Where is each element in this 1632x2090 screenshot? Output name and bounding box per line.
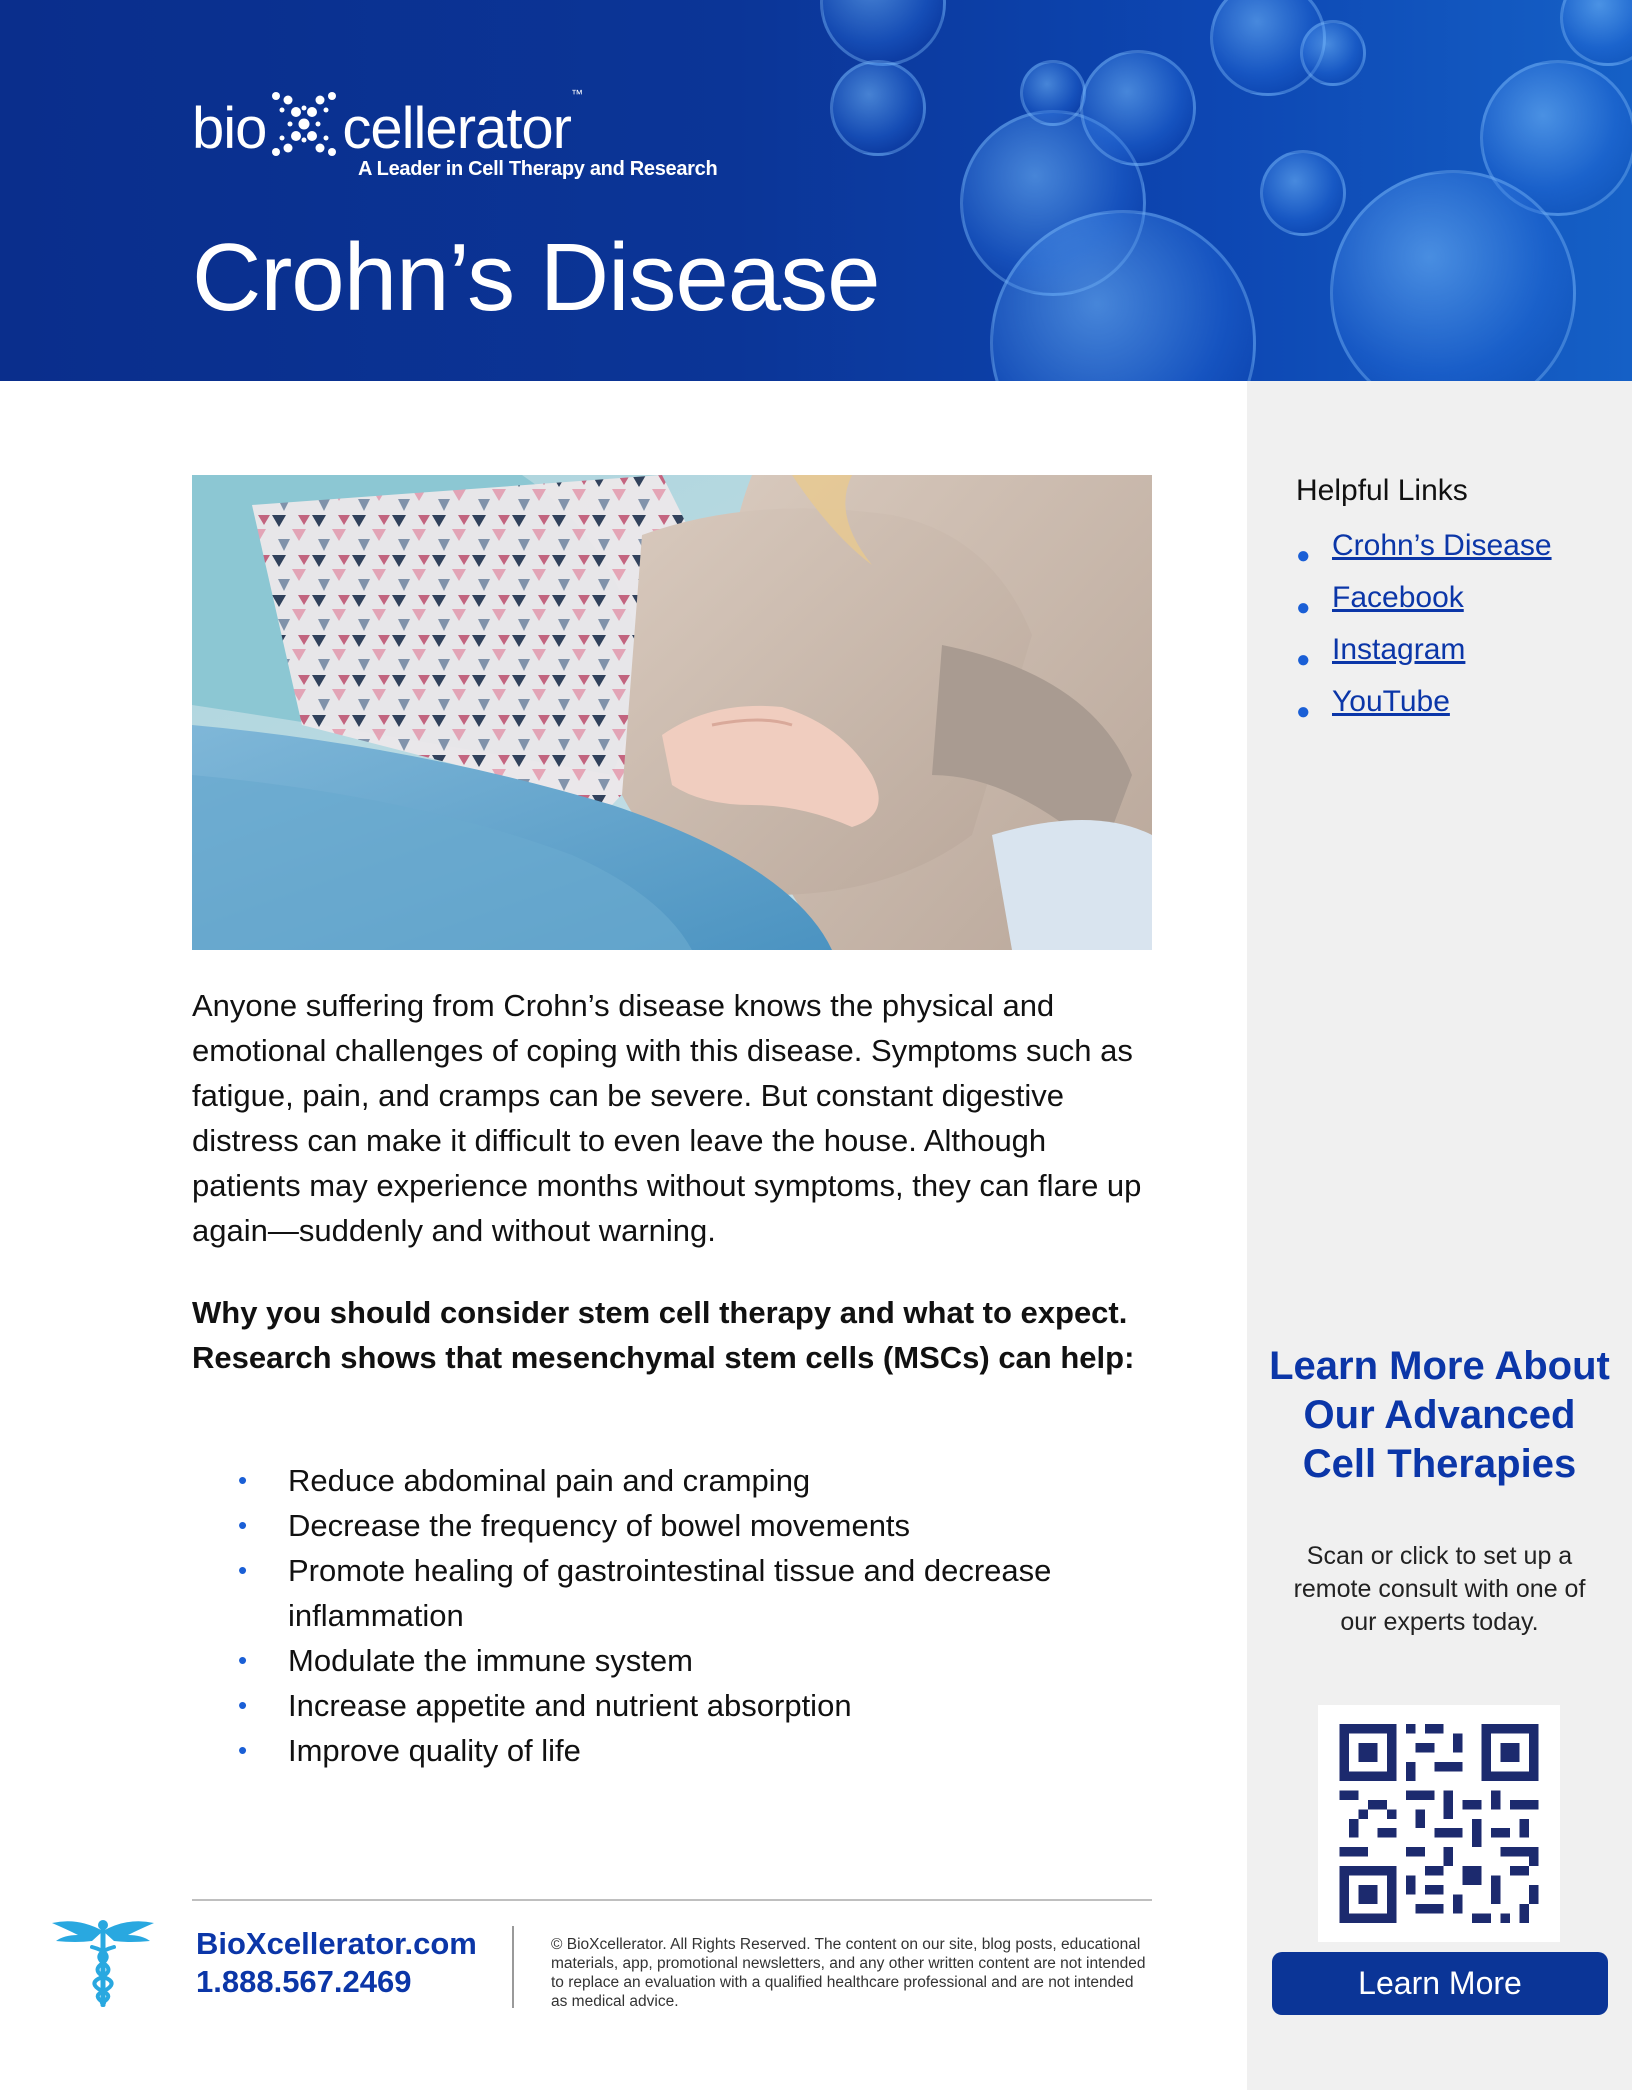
promo-title: Learn More About Our Advanced Cell Therapies <box>1269 1344 1610 1486</box>
link-item <box>1296 630 1552 682</box>
caduceus-icon <box>48 1913 158 2013</box>
bullet-icon: • <box>238 1465 248 1495</box>
cell-bubble <box>830 60 926 156</box>
benefit-text: Decrease the frequency of bowel movements <box>288 1508 911 1543</box>
list-item <box>192 1458 1152 1503</box>
bullet-icon: • <box>238 1735 248 1765</box>
link-item <box>1296 526 1552 578</box>
qr-code-icon[interactable] <box>1318 1705 1560 1942</box>
brand-logo <box>192 88 582 160</box>
bullet-icon: ● <box>1296 542 1311 569</box>
list-item <box>192 1503 1152 1548</box>
helpful-links-list <box>1296 526 1552 734</box>
link-youtube[interactable]: YouTube <box>1332 685 1450 718</box>
link-item <box>1296 682 1552 734</box>
footer-website[interactable]: BioXcellerator.com <box>196 1926 477 1961</box>
qr-code-graphic <box>1318 1705 1560 1942</box>
therapy-subheading: Why you should consider stem cell therapy and what to expect. Research shows that mesenchymal stem cells (MSCs) can help: <box>192 1295 1135 1375</box>
bullet-icon: • <box>238 1555 248 1585</box>
helpful-links-title: Helpful Links <box>1296 474 1468 507</box>
logo-text-right: cellerator <box>342 96 571 161</box>
benefit-text: Reduce abdominal pain and cramping <box>288 1463 811 1498</box>
footer-phone[interactable]: 1.888.567.2469 <box>196 1964 412 1999</box>
benefit-text: Promote healing of gastrointestinal tissue and decrease inflammation <box>288 1553 1052 1633</box>
woman-abdominal-pain-illustration <box>192 475 1152 950</box>
bullet-icon: ● <box>1296 646 1311 673</box>
list-item <box>192 1638 1152 1683</box>
benefits-list <box>192 1458 1152 1773</box>
footer-divider <box>192 1899 1152 1901</box>
x-dots-icon <box>268 88 340 160</box>
list-item <box>192 1548 1152 1638</box>
link-facebook[interactable]: Facebook <box>1332 581 1464 614</box>
bullet-icon: • <box>238 1690 248 1720</box>
link-crohns-disease[interactable]: Crohn’s Disease <box>1332 529 1552 562</box>
cell-bubble <box>1260 150 1346 236</box>
brand-tagline: A Leader in Cell Therapy and Research <box>358 158 718 180</box>
link-instagram[interactable]: Instagram <box>1332 633 1466 666</box>
cell-bubble <box>1560 0 1632 66</box>
page-title: Crohn’s Disease <box>192 224 880 331</box>
list-item <box>192 1728 1152 1773</box>
benefit-text: Increase appetite and nutrient absorption <box>288 1688 852 1723</box>
hero-image <box>192 475 1152 950</box>
cell-bubble <box>820 0 946 66</box>
cell-bubble <box>1300 20 1366 86</box>
benefit-text: Improve quality of life <box>288 1733 581 1768</box>
link-item <box>1296 578 1552 630</box>
bullet-icon: ● <box>1296 594 1311 621</box>
promo-text: Scan or click to set up a remote consult with one of our experts today. <box>1293 1542 1586 1636</box>
benefit-text: Modulate the immune system <box>288 1643 693 1678</box>
footer-legal-text: © BioXcellerator. All Rights Reserved. The content on our site, blog posts, educational materials, app, promotional newsletters, and any other written content are not intended to replace an evaluation with a qualified healthcare professional and are not intended as medical advice. <box>551 1936 1146 2010</box>
bullet-icon: • <box>238 1645 248 1675</box>
cell-bubble <box>1080 50 1196 166</box>
list-item <box>192 1683 1152 1728</box>
bullet-icon: ● <box>1296 698 1311 725</box>
cell-bubble <box>1020 60 1086 126</box>
footer-separator <box>512 1926 514 2008</box>
intro-paragraph: Anyone suffering from Crohn’s disease knows the physical and emotional challenges of coping with this disease. Symptoms such as fatigue, pain, and cramps can be severe. But constant digestive distress can make it difficult to even leave the house. Although patients may experience months without symptoms, they can flare up again—suddenly and without warning. <box>192 988 1142 1248</box>
learn-more-button[interactable]: Learn More <box>1272 1952 1608 2015</box>
logo-text-left: bio <box>192 96 267 161</box>
bullet-icon: • <box>238 1510 248 1540</box>
logo-trademark: ™ <box>570 87 582 101</box>
header-banner <box>0 0 1632 381</box>
